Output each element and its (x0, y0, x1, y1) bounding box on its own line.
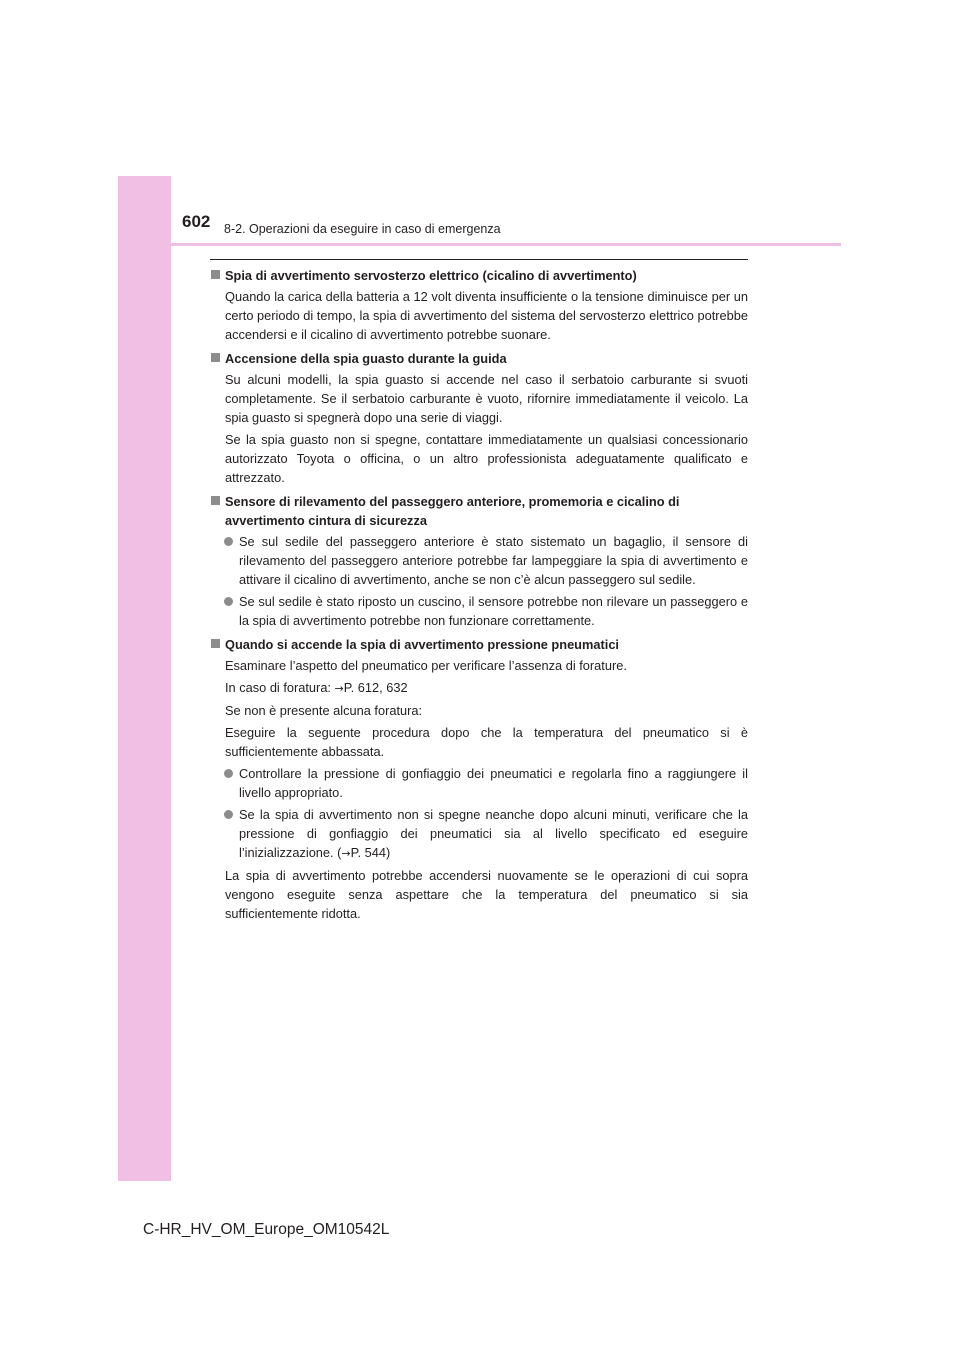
circle-bullet-icon (224, 537, 233, 546)
arrow-right-icon: → (334, 682, 344, 695)
paragraph: Se non è presente alcuna foratura: (225, 703, 423, 718)
square-bullet-icon (211, 270, 220, 279)
document-code: C-HR_HV_OM_Europe_OM10542L (143, 1221, 390, 1238)
list-item: Se sul sedile è stato riposto un cuscino, il sensore potrebbe non rilevare un passeggero e la spia di avvertimento potrebbe non funzionare correttamente. (210, 592, 748, 630)
square-bullet-icon (211, 639, 220, 648)
paragraph: La spia di avvertimento potrebbe accendersi nuovamente se le operazioni di cui sopra vengono eseguite senza aspettare che la temperatura del pneumatico si sia sufficientemente ridotta. (225, 868, 748, 921)
arrow-right-icon: → (341, 847, 351, 860)
section-heading: Accensione della spia guasto durante la guida (210, 349, 748, 368)
paragraph: Esaminare l’aspetto del pneumatico per verificare l’assenza di forature. (225, 658, 627, 673)
list-item: Se sul sedile del passeggero anteriore è stato sistemato un bagaglio, il sensore di rilevamento del passeggero anteriore potrebbe far lampeggiare la spia di avvertimento e attivare il cicalino di avvertimento, anche se non c’è alcun passeggero sul sedile. (210, 532, 748, 589)
page-link[interactable]: P. 544) (350, 845, 391, 860)
paragraph: Se la spia guasto non si spegne, contattare immediatamente un qualsiasi concessionario autorizzato Toyota o officina, o un altro professionista adeguatamente qualificato e attrezzato. (225, 432, 748, 485)
square-bullet-icon (211, 353, 220, 362)
page-link[interactable]: P. 612, 632 (343, 680, 408, 695)
circle-bullet-icon (224, 769, 233, 778)
section-title: 8-2. Operazioni da eseguire in caso di emergenza (224, 222, 501, 236)
page-number: 602 (182, 212, 211, 231)
header-rule (171, 243, 841, 246)
list-item: Se la spia di avvertimento non si spegne neanche dopo alcuni minuti, verificare che la pressione di gonfiaggio dei pneumatici sia al livello specificato ed eseguire l’inizializzazione. (→P. 544) (210, 805, 748, 863)
circle-bullet-icon (224, 810, 233, 819)
chapter-sidebar-band (118, 176, 171, 1181)
section-heading: Spia di avvertimento servosterzo elettrico (cicalino di avvertimento) (210, 266, 748, 285)
section-heading: Quando si accende la spia di avvertimento pressione pneumatici (210, 635, 748, 654)
list-item: Controllare la pressione di gonfiaggio dei pneumatici e regolarla fino a raggiungere il livello appropriato. (210, 764, 748, 802)
paragraph: Eseguire la seguente procedura dopo che la temperatura del pneumatico si è sufficientemente abbassata. (225, 725, 748, 759)
page-reference: In caso di foratura: →P. 612, 632 (225, 680, 408, 695)
page-content (210, 266, 748, 926)
section-heading: Sensore di rilevamento del passeggero anteriore, promemoria e cicalino di avvertimento cintura di sicurezza (210, 492, 748, 530)
content-top-rule (210, 259, 748, 260)
paragraph: Su alcuni modelli, la spia guasto si accende nel caso il serbatoio carburante si svuoti completamente. Se il serbatoio carburante è vuoto, rifornire immediatamente il veicolo. La spia guasto si spegnerà dopo una serie di viaggi. (225, 372, 748, 425)
circle-bullet-icon (224, 597, 233, 606)
square-bullet-icon (211, 496, 220, 505)
paragraph: Quando la carica della batteria a 12 volt diventa insufficiente o la tensione diminuisce per un certo periodo di tempo, la spia di avvertimento del sistema del servosterzo elettrico potrebbe accendersi e il cicalino di avvertimento potrebbe suonare. (225, 289, 748, 342)
